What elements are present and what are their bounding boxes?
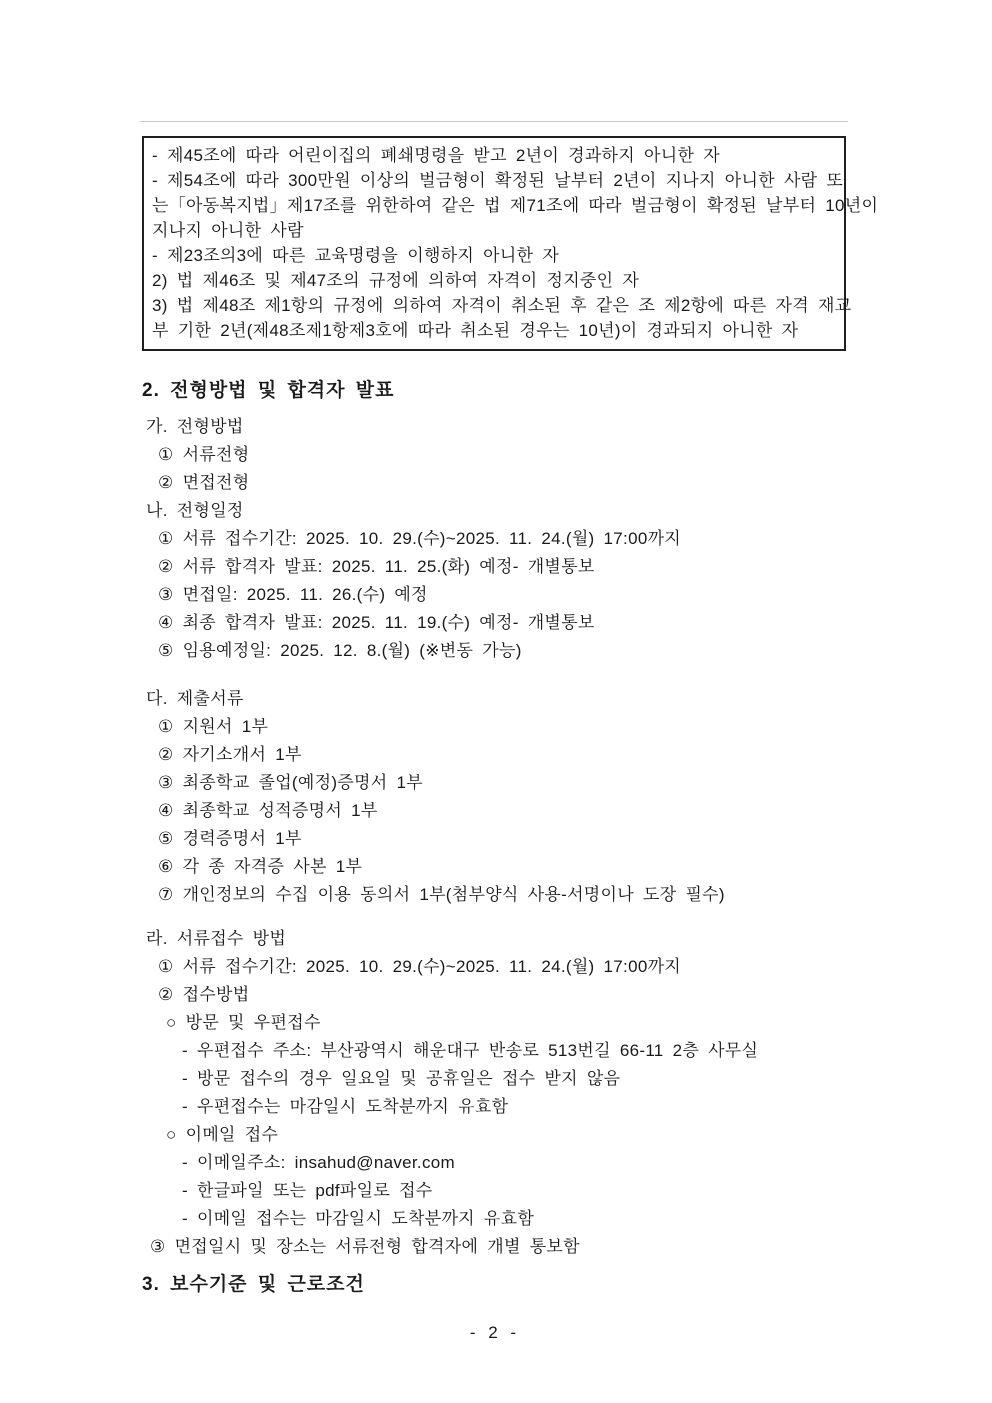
subsection-na-heading: 나. 전형일정 [146,501,244,520]
subsection-ga-heading: 가. 전형방법 [146,417,244,436]
box-line: 부 기한 2년(제48조제1항제3호에 따라 취소된 경우는 10년)이 경과되지 아니한 자 [152,321,799,340]
box-line: 지나지 아니한 사람 [152,221,304,240]
subsection-da-heading: 다. 제출서류 [146,689,244,708]
box-line: - 제54조에 따라 300만원 이상의 벌금형이 확정된 날부터 2년이 지나지 아니한 사람 또 [152,171,844,190]
subsection-ra-heading: 라. 서류접수 방법 [146,929,287,948]
box-line: 는「아동복지법」제17조를 위한하여 같은 법 제71조에 따라 벌금형이 확정된 날부터 10년이 [152,196,879,215]
section-2-heading: 2. 전형방법 및 합격자 발표 [142,380,395,401]
sub-list-item: - 한글파일 또는 pdf파일로 접수 [182,1181,433,1200]
list-item: ① 서류 접수기간: 2025. 10. 29.(수)~2025. 11. 24.(월) 17:00까지 [158,529,682,548]
list-item: ③ 면접일: 2025. 11. 26.(수) 예정 [158,585,428,604]
sub-list-item: - 방문 접수의 경우 일요일 및 공휴일은 접수 받지 않음 [182,1069,621,1088]
list-item: ⑤ 임용예정일: 2025. 12. 8.(월) (※변동 가능) [158,641,522,660]
list-item: ④ 최종 합격자 발표: 2025. 11. 19.(수) 예정- 개별통보 [158,613,595,632]
page-top-rule [140,121,848,122]
bullet-heading-email: ○ 이메일 접수 [166,1125,279,1144]
list-item: ② 접수방법 [158,985,250,1004]
list-item: ⑥ 각 종 자격증 사본 1부 [158,857,363,876]
list-item: ④ 최종학교 성적증명서 1부 [158,801,378,820]
list-item: ③ 면접일시 및 장소는 서류전형 합격자에 개별 통보함 [150,1237,580,1256]
sub-list-item: - 이메일 접수는 마감일시 도착분까지 유효함 [182,1209,535,1228]
list-item: ⑤ 경력증명서 1부 [158,829,302,848]
box-line: - 제23조의3에 따른 교육명령을 이행하지 아니한 자 [152,246,560,265]
list-item: ③ 최종학교 졸업(예정)증명서 1부 [158,773,423,792]
box-line: - 제45조에 따라 어린이집의 폐쇄명령을 받고 2년이 경과하지 아니한 자 [152,146,720,165]
section-3-heading: 3. 보수기준 및 근로조건 [142,1274,365,1295]
disqualification-box [142,136,879,351]
sub-list-item: - 우편접수는 마감일시 도착분까지 유효함 [182,1097,509,1116]
list-item: ② 면접전형 [158,473,250,492]
list-item: ① 서류전형 [158,445,250,464]
list-item: ② 자기소개서 1부 [158,745,302,764]
box-line: 3) 법 제48조 제1항의 규정에 의하여 자격이 취소된 후 같은 조 제2항에 따른 자격 재교 [152,296,852,315]
sub-list-item: - 우편접수 주소: 부산광역시 해운대구 반송로 513번길 66-11 2층 사무실 [182,1041,759,1060]
sub-list-item: - 이메일주소: insahud@naver.com [182,1153,455,1172]
bullet-heading-visit: ○ 방문 및 우편접수 [166,1013,321,1032]
page-number: - 2 - [469,1323,519,1342]
list-item: ① 지원서 1부 [158,717,269,736]
list-item: ⑦ 개인정보의 수집 이용 동의서 1부(첨부양식 사용-서명이나 도장 필수) [158,885,725,904]
list-item: ② 서류 합격자 발표: 2025. 11. 25.(화) 예정- 개별통보 [158,557,595,576]
list-item: ① 서류 접수기간: 2025. 10. 29.(수)~2025. 11. 24.(월) 17:00까지 [158,957,682,976]
box-line: 2) 법 제46조 및 제47조의 규정에 의하여 자격이 정지중인 자 [152,271,640,290]
